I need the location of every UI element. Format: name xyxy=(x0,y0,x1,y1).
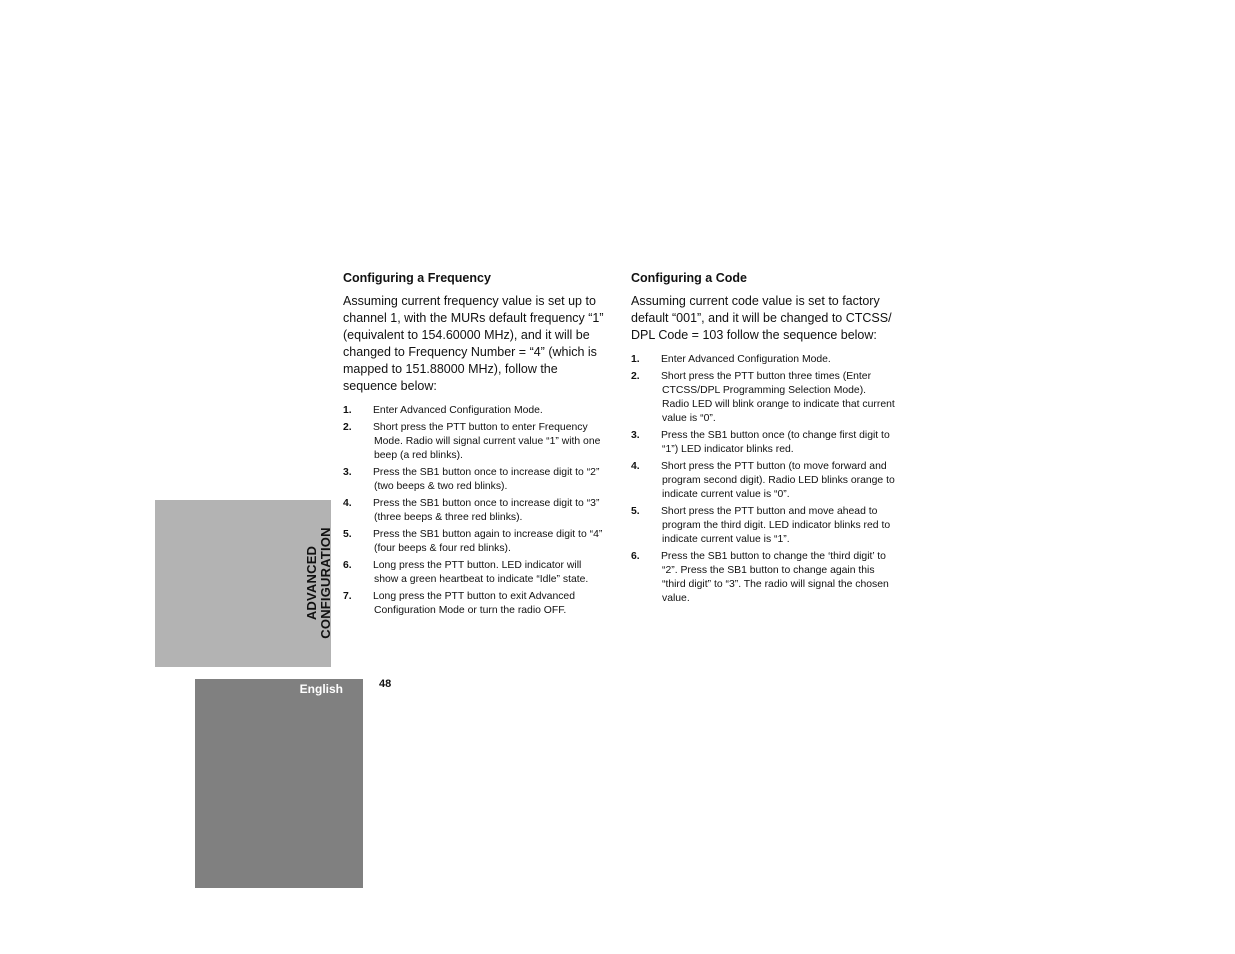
section-tab-label xyxy=(305,527,333,638)
step-text: Long press the PTT button to exit Advanced Configuration Mode or turn the radio OFF. xyxy=(373,591,575,616)
code-step xyxy=(631,460,895,502)
code-section-title: Configuring a Code xyxy=(631,271,747,285)
step-text: Short press the PTT button three times (Enter CTCSS/DPL Programming Selection Mode). Radio LED will blink orange to indicate that current value is “0”. xyxy=(661,371,895,424)
step-number: 2. xyxy=(631,371,640,382)
step-number: 6. xyxy=(343,560,352,571)
section-tab-line-2: CONFIGURATION xyxy=(318,527,333,639)
frequency-section xyxy=(343,270,605,621)
section-tab xyxy=(155,500,331,667)
code-step xyxy=(631,505,895,547)
step-text: Short press the PTT button (to move forward and program second digit). Radio LED blinks orange to indicate current value is “0”. xyxy=(661,461,895,500)
step-text: Short press the PTT button and move ahead to program the third digit. LED indicator blinks red to indicate current value is “1”. xyxy=(661,506,891,545)
step-number: 5. xyxy=(343,529,352,540)
step-number: 6. xyxy=(631,551,640,562)
code-section xyxy=(631,270,895,609)
language-tab xyxy=(195,679,363,888)
frequency-step xyxy=(343,590,605,618)
step-text: Long press the PTT button. LED indicator will show a green heartbeat to indicate “Idle” state. xyxy=(373,560,589,585)
step-text: Enter Advanced Configuration Mode. xyxy=(373,405,543,416)
step-number: 4. xyxy=(343,498,352,509)
language-label: English xyxy=(299,682,343,696)
frequency-steps-list xyxy=(343,404,605,618)
code-step xyxy=(631,370,895,426)
frequency-section-title: Configuring a Frequency xyxy=(343,271,491,285)
step-number: 4. xyxy=(631,461,640,472)
step-text: Press the SB1 button once to increase digit to “3” (three beeps & three red blinks). xyxy=(373,498,600,523)
step-number: 7. xyxy=(343,591,352,602)
frequency-step xyxy=(343,404,605,418)
step-number: 5. xyxy=(631,506,640,517)
step-text: Press the SB1 button to change the ‘third digit’ to “2”. Press the SB1 button to change again this “third digit” to “3”. The radio will signal the chosen value. xyxy=(661,551,889,604)
frequency-step xyxy=(343,559,605,587)
code-steps-list xyxy=(631,353,895,606)
section-tab-line-1: ADVANCED xyxy=(304,545,319,621)
code-step xyxy=(631,353,895,367)
frequency-section-intro: Assuming current frequency value is set up to channel 1, with the MURs default frequency “1” (equivalent to 154.60000 MHz), and it will be changed to Frequency Number = “4” (which is mapped to 151.88000 MHz), follow the sequence below: xyxy=(343,294,604,393)
step-text: Press the SB1 button again to increase digit to “4” (four beeps & four red blinks). xyxy=(373,529,603,554)
step-number: 3. xyxy=(343,467,352,478)
step-text: Press the SB1 button once to increase digit to “2” (two beeps & two red blinks). xyxy=(373,467,600,492)
step-text: Short press the PTT button to enter Frequency Mode. Radio will signal current value “1” with one beep (a red blinks). xyxy=(373,422,601,461)
step-text: Press the SB1 button once (to change first digit to “1”) LED indicator blinks red. xyxy=(661,430,890,455)
code-section-intro: Assuming current code value is set to factory default “001”, and it will be changed to CTCSS/ DPL Code = 103 follow the sequence below: xyxy=(631,294,892,342)
frequency-step xyxy=(343,528,605,556)
step-number: 1. xyxy=(631,354,640,365)
step-number: 2. xyxy=(343,422,352,433)
step-number: 3. xyxy=(631,430,640,441)
step-number: 1. xyxy=(343,405,352,416)
frequency-step xyxy=(343,421,605,463)
step-text: Enter Advanced Configuration Mode. xyxy=(661,354,831,365)
frequency-step xyxy=(343,466,605,494)
page-number: 48 xyxy=(379,678,392,690)
code-step xyxy=(631,429,895,457)
frequency-step xyxy=(343,497,605,525)
code-step xyxy=(631,550,895,606)
